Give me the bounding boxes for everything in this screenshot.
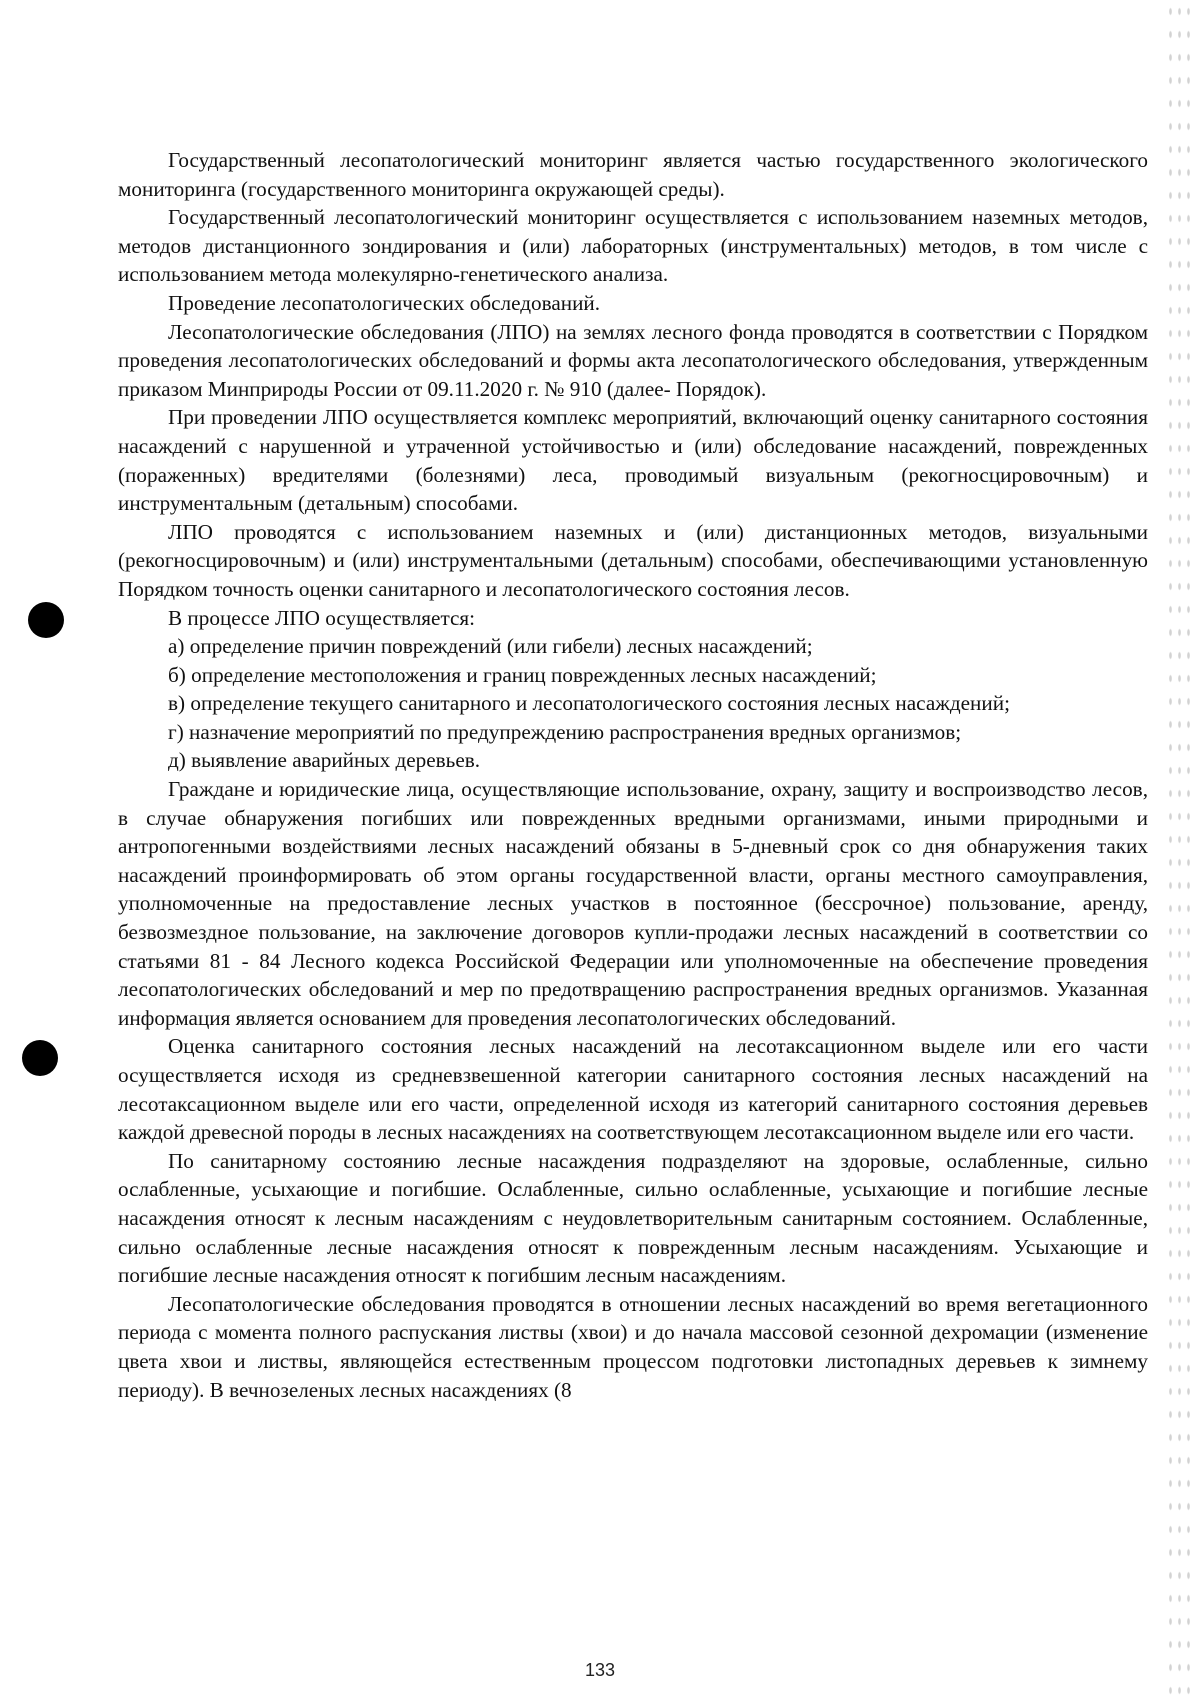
list-item: в) определение текущего санитарного и лесопатологического состояния лесных насаждений; <box>168 691 1010 716</box>
document-body <box>118 146 1148 1404</box>
punch-hole-icon <box>28 602 64 638</box>
section-heading: Проведение лесопатологических обследований. <box>168 290 601 315</box>
paragraph: Лесопатологические обследования проводятся в отношении лесных насаждений во время вегетационного периода с момента полного распускания листвы (хвои) и до начала массовой сезонной дехромации (изменение цвета хвои и листвы, являющейся естественным процессом подготовки листопадных деревьев к зимнему периоду). В вечнозеленых лесных насаждениях (8 <box>118 1291 1148 1402</box>
paragraph: По санитарному состоянию лесные насаждения подразделяют на здоровые, ослабленные, сильно ослабленные, усыхающие и погибшие. Ослабленные, сильно ослабленные, усыхающие и погибшие лесные насаждения относят к лесным насаждениям с неудовлетворительным санитарным состоянием. Ослабленные, сильно ослабленные лесные насаждения относят к поврежденным лесным насаждениям. Усыхающие и погибшие лесные насаждения относят к погибшим лесным насаждениям. <box>118 1148 1148 1288</box>
list-item: г) назначение мероприятий по предупреждению распространения вредных организмов; <box>168 719 962 744</box>
page-number: 133 <box>584 1660 616 1680</box>
punch-hole-icon <box>22 1040 58 1076</box>
list-item: д) выявление аварийных деревьев. <box>168 748 481 773</box>
paragraph: Государственный лесопатологический мониторинг осуществляется с использованием наземных методов, методов дистанционного зондирования и (или) лабораторных (инструментальных) методов, в том числе с использованием метода молекулярно-генетического анализа. <box>118 205 1148 287</box>
list-intro: В процессе ЛПО осуществляется: <box>168 605 476 630</box>
paragraph: Лесопатологические обследования (ЛПО) на землях лесного фонда проводятся в соответствии с Порядком проведения лесопатологических обследований и формы акта лесопатологического обследования, утвержденным приказом Минприроды России от 09.11.2020 г. № 910 (далее- Порядок). <box>118 319 1148 401</box>
paragraph: Государственный лесопатологический мониторинг является частью государственного экологического мониторинга (государственного мониторинга окружающей среды). <box>118 148 1148 201</box>
paragraph: При проведении ЛПО осуществляется комплекс мероприятий, включающий оценку санитарного состояния насаждений с нарушенной и утраченной устойчивостью и (или) обследование насаждений, поврежденных (пораженных) вредителями (болезнями) леса, проводимый визуальным (рекогносцировочным) и инструментальным (детальным) способами. <box>118 405 1148 516</box>
scan-edge-noise <box>1166 0 1196 1708</box>
paragraph: ЛПО проводятся с использованием наземных и (или) дистанционных методов, визуальными (рекогносцировочным) и (или) инструментальными (детальным) способами, обеспечивающими установленную Порядком точность оценки санитарного и лесопатологического состояния лесов. <box>118 519 1148 601</box>
list-item: б) определение местоположения и границ поврежденных лесных насаждений; <box>168 662 877 687</box>
list-item: а) определение причин повреждений (или гибели) лесных насаждений; <box>168 634 813 659</box>
paragraph: Граждане и юридические лица, осуществляющие использование, охрану, защиту и воспроизводство лесов, в случае обнаружения погибших или поврежденных вредными организмами, иными природными и антропогенными воздействиями лесных насаждений обязаны в 5-дневный срок со дня обнаружения таких насаждений проинформировать об этом органы государственной власти, органы местного самоуправления, уполномоченные на предоставление лесных участков в постоянное (бессрочное) пользование, аренду, безвозмездное пользование, на заключение договоров купли-продажи лесных насаждений в соответствии со статьями 81 - 84 Лесного кодекса Российской Федерации или уполномоченные на обеспечение проведения лесопатологических обследований и мер по предотвращению распространения вредных организмов. Указанная информация является основанием для проведения лесопатологических обследований. <box>118 777 1148 1030</box>
paragraph: Оценка санитарного состояния лесных насаждений на лесотаксационном выделе или его части осуществляется исходя из средневзвешенной категории санитарного состояния лесных насаждений на лесотаксационном выделе или его части, определенной исходя из категорий санитарного состояния деревьев каждой древесной породы в лесных насаждениях на соответствующем лесотаксационном выделе или его части. <box>118 1034 1148 1145</box>
